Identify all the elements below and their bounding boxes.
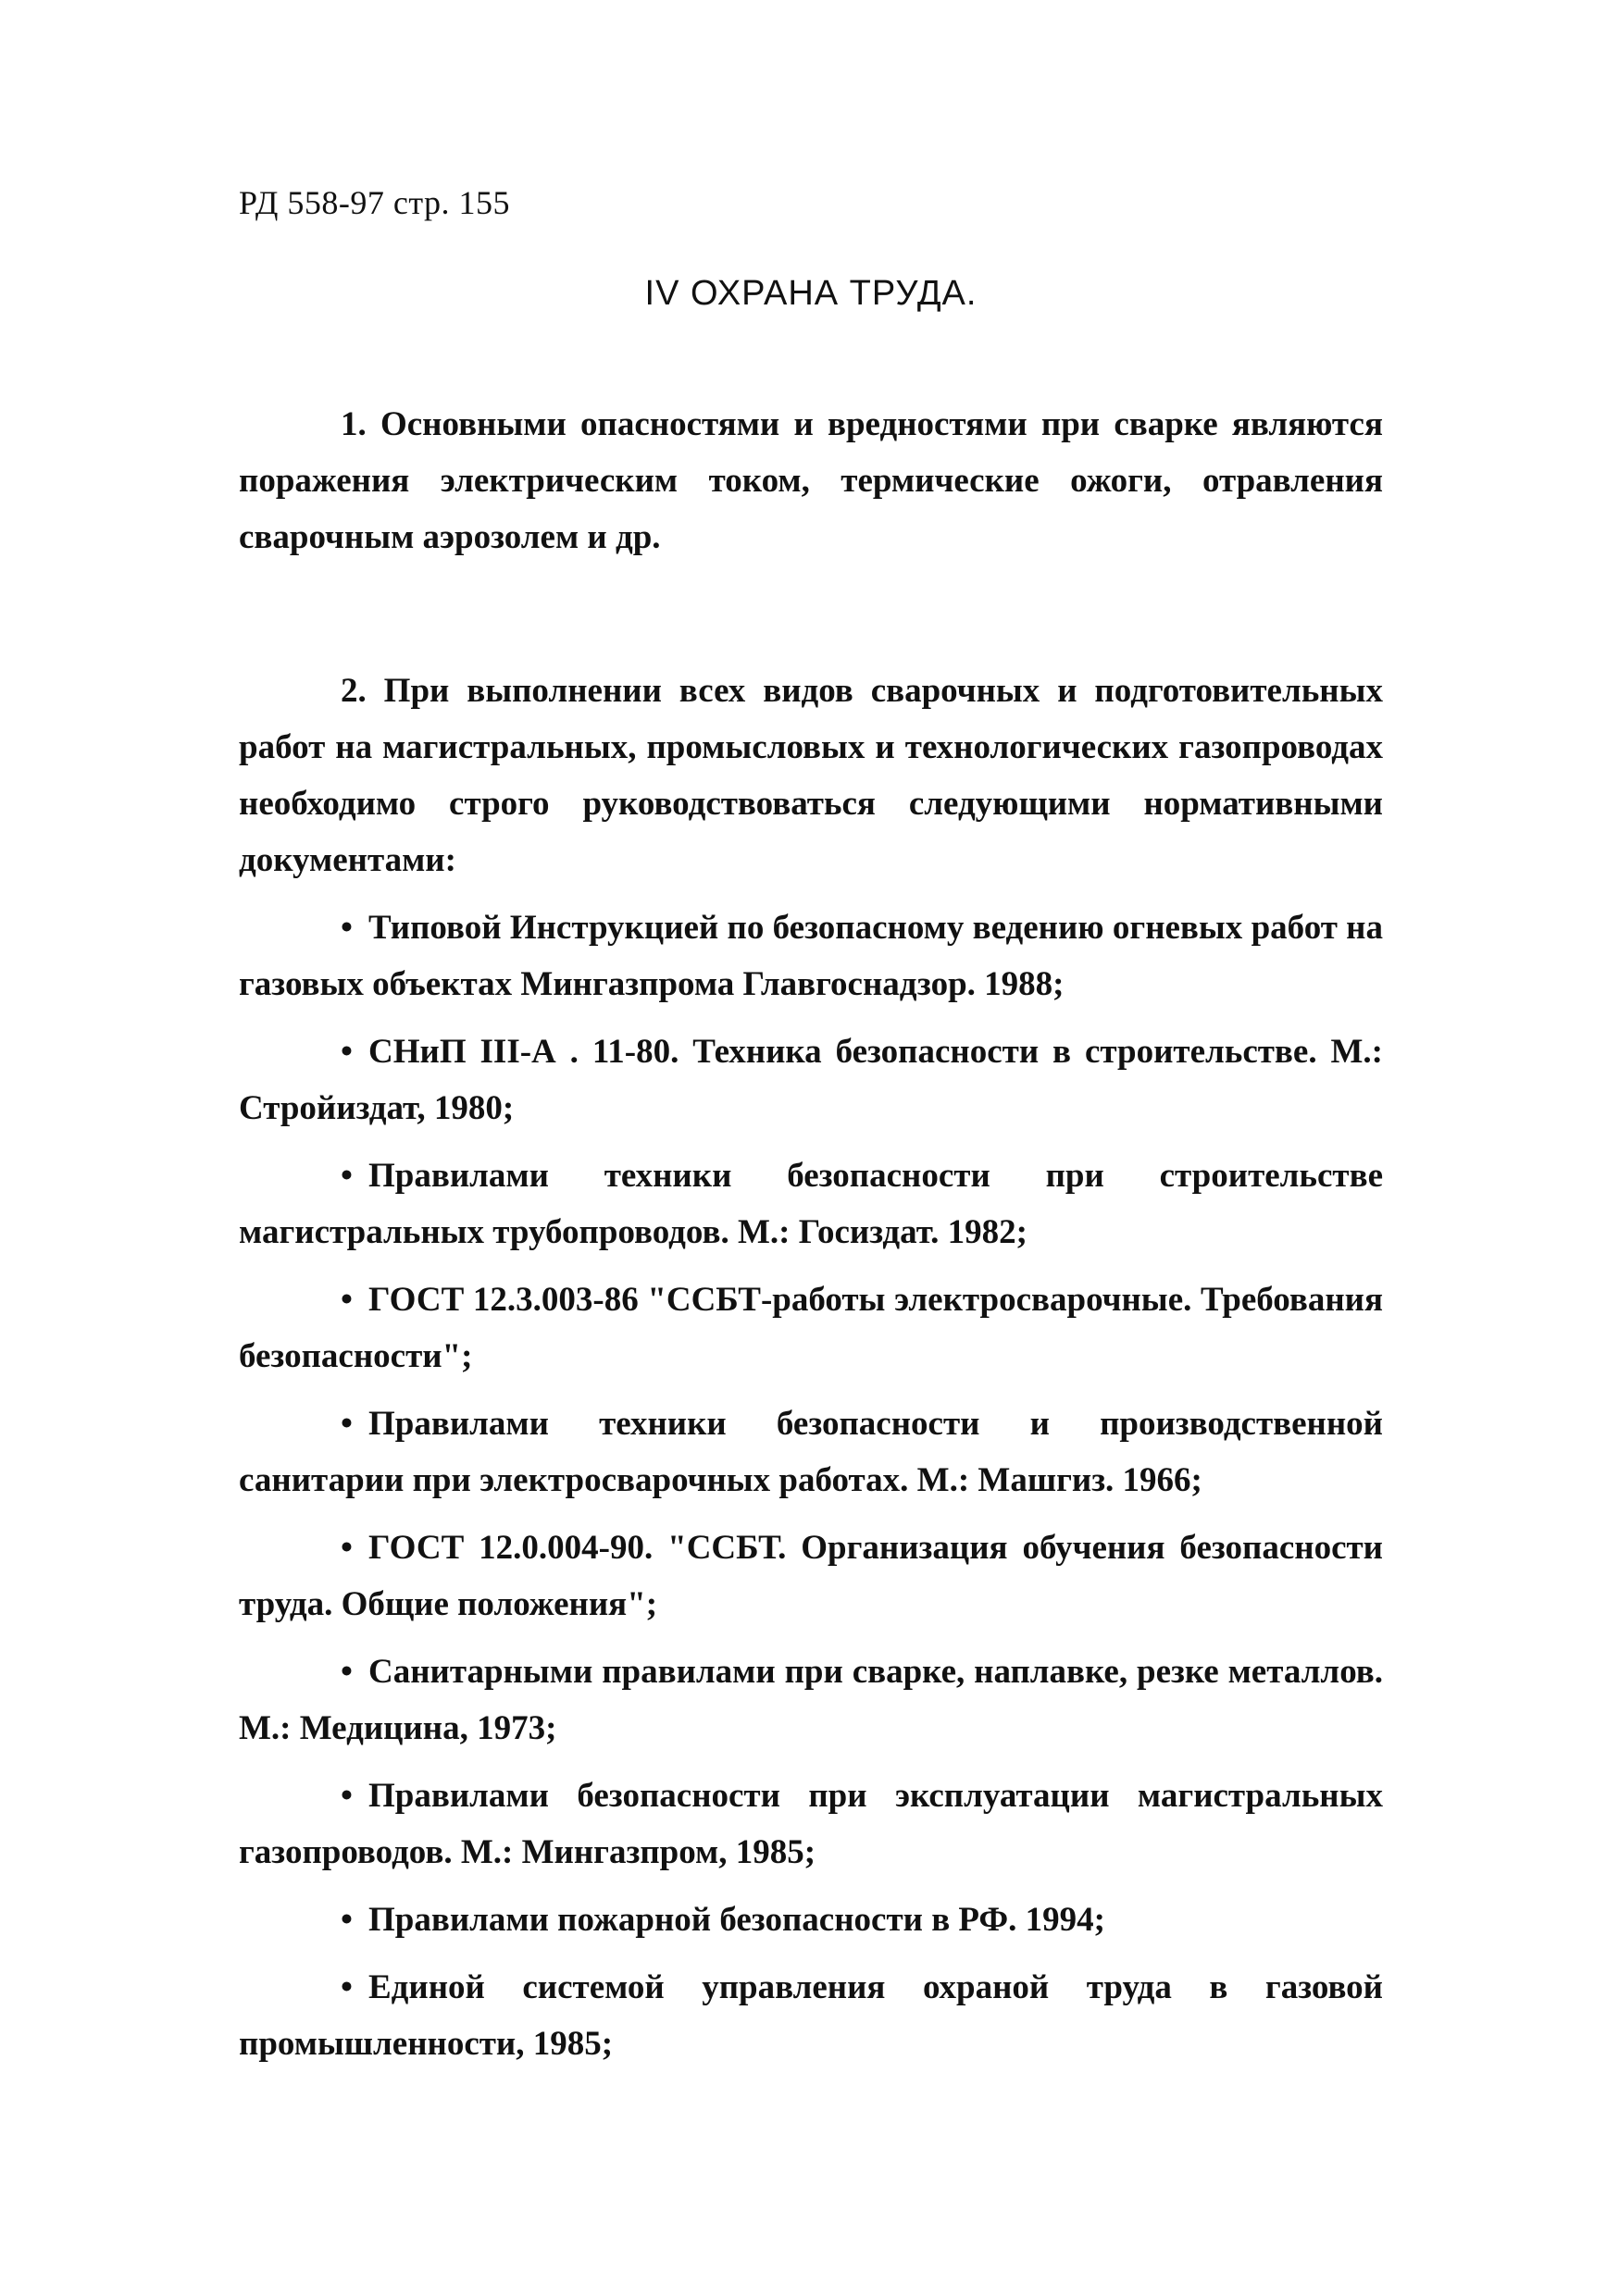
- list-item: [239, 1272, 1383, 1384]
- bullet-icon: •: [341, 909, 353, 947]
- list-item: [239, 1644, 1383, 1756]
- list-item: [239, 1148, 1383, 1260]
- list-item-text: Единой системой управления охраной труда в газовой промышленности, 1985;: [239, 1968, 1383, 2063]
- bullet-icon: •: [341, 1777, 353, 1815]
- paragraph-regulations-intro: 2. При выполнении всех видов сварочных и подготовительных работ на магистральных, промысловых и технологических газопроводах необходимо строго руководствоваться следующими нормативными документами:: [239, 672, 1383, 879]
- list-item-text: ГОСТ 12.0.004-90. "ССБТ. Организация обучения безопасности труда. Общие положения";: [239, 1529, 1383, 1623]
- section-title: IV ОХРАНА ТРУДА.: [644, 274, 978, 313]
- list-item-text: Правилами техники безопасности и производственной санитарии при электросварочных работах. М.: Машгиз. 1966;: [239, 1405, 1383, 1499]
- list-item-text: Правилами пожарной безопасности в РФ. 1994;: [368, 1901, 1105, 1939]
- list-item-text: ГОСТ 12.3.003-86 "ССБТ-работы электросварочные. Требования безопасности";: [239, 1281, 1383, 1375]
- body-text: [239, 396, 1383, 2072]
- list-item: [239, 1768, 1383, 1880]
- page-header: РД 558-97 стр. 155: [239, 184, 511, 221]
- list-item-text: Правилами безопасности при эксплуатации магистральных газопроводов. М.: Мингазпром, 1985;: [239, 1777, 1383, 1871]
- bullet-icon: •: [341, 1529, 353, 1567]
- bullet-icon: •: [341, 1901, 353, 1939]
- list-item: [239, 1396, 1383, 1508]
- list-item: [239, 1892, 1383, 1948]
- list-item: [239, 1024, 1383, 1136]
- list-item-text: Санитарными правилами при сварке, наплавке, резке металлов. М.: Медицина, 1973;: [239, 1653, 1383, 1747]
- bullet-icon: •: [341, 1968, 353, 2006]
- bullet-icon: •: [341, 1157, 353, 1195]
- list-item-text: Типовой Инструкцией по безопасному ведению огневых работ на газовых объектах Мингазпрома Главгоснадзор. 1988;: [239, 909, 1383, 1003]
- list-item-text: СНиП III-А . 11-80. Техника безопасности в строительстве. М.: Стройиздат, 1980;: [239, 1033, 1383, 1127]
- bullet-icon: •: [341, 1405, 353, 1443]
- list-item-text: Правилами техники безопасности при строительстве магистральных трубопроводов. М.: Госиздат. 1982;: [239, 1157, 1383, 1251]
- list-item: [239, 1959, 1383, 2072]
- bullet-icon: •: [341, 1033, 353, 1071]
- bullet-icon: •: [341, 1281, 353, 1319]
- list-item: [239, 1520, 1383, 1632]
- paragraph-hazards: 1. Основными опасностями и вредностями при сварке являются поражения электрическим током, термические ожоги, отравления сварочным аэрозолем и др.: [239, 405, 1383, 556]
- list-item: [239, 900, 1383, 1012]
- bullet-icon: •: [341, 1653, 353, 1691]
